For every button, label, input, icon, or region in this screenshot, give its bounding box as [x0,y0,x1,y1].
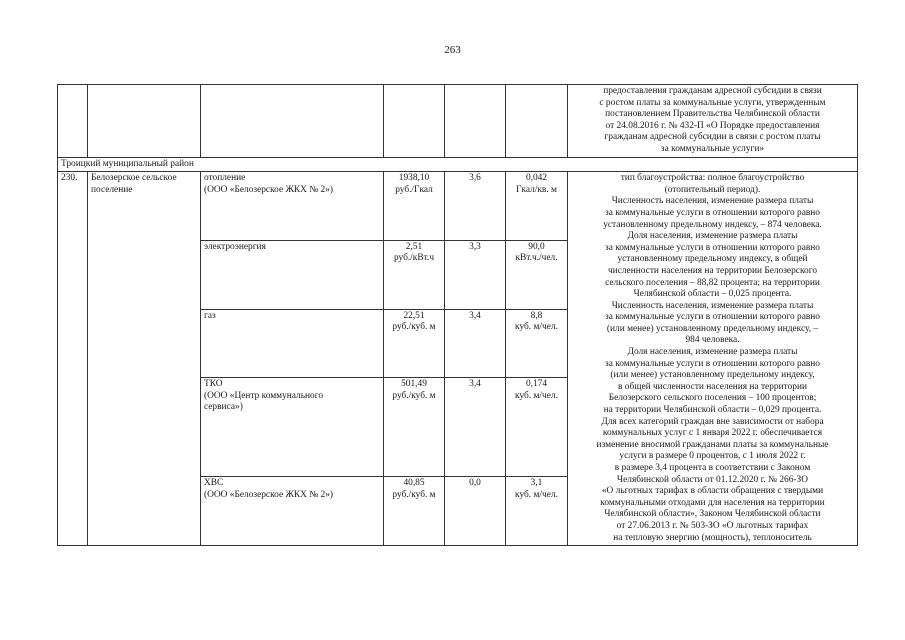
description-line: за коммунальные услуги в отношении которого равно [604,312,820,323]
service-volume: 3,1 куб. м/чел. [506,477,568,546]
description-line: в размере 3,4 процента в соответствии с Законом [614,463,811,473]
service-name: ХВС (ООО «Белозерское ЖКХ № 2») [201,477,384,546]
description-line: Белозерского сельского поселения – 100 процентов; [608,393,817,404]
service-volume: 0,174 куб. м/чел. [506,378,568,477]
description-line: в общей численности населения на территории [618,381,807,392]
cell-empty [384,85,445,158]
section-title: Троицкий муниципальный район [58,157,858,172]
service-tariff: 501,49 руб./куб. м [384,378,445,477]
cell-empty [506,85,568,158]
cell-empty [58,85,88,158]
cell-empty [88,85,201,158]
tariff-table [57,84,858,546]
service-name: ТКО (ООО «Центр коммунального сервиса») [201,378,384,477]
cell-empty [201,85,384,158]
service-tariff: 22,51 руб./куб. м [384,309,445,378]
service-tariff: 2,51 руб./кВт.ч [384,240,445,309]
continuation-row [58,85,858,158]
description-line: 984 человека. [685,335,740,346]
service-volume: 90,0 кВт.ч./чел. [506,240,568,309]
description-line: (отопительный период). [664,184,761,195]
description-line: услуги в размере 0 процентов, с 1 июля 2022 г. [619,451,806,462]
description-line: численности населения на территории Белозерского [607,265,818,276]
description-line: Доля населения, изменение размера платы [627,231,798,242]
table-row [58,172,858,241]
service-index: 3,3 [445,240,506,309]
settlement-name: Белозерское сельское поселение [88,172,201,546]
description-line: Челябинской области от 01.12.2020 г. № 266-ЗО [617,474,808,485]
section-row [58,157,858,172]
description-line: за коммунальные услуги в отношении которого равно [604,207,820,218]
service-volume: 8,8 куб. м/чел. [506,309,568,378]
service-volume: 0,042 Гкал/кв. м [506,172,568,241]
description-line: «О льготных тарифах в области обращения с твердыми [601,486,824,497]
description-line: Челябинской области – 0,025 процента. [633,289,792,300]
service-name: газ [201,309,384,378]
description-line: коммунальных услуг с 1 января 2022 г. обеспечивается [602,428,823,439]
description-line: Численность населения, изменение размера платы [611,196,814,207]
description-line: сельского поселения – 88,82 процента; на территории [605,277,820,288]
description-line: (или менее) установленному предельному индексу, [610,370,815,381]
description-line: коммунальными отходами для населения на территории [600,497,825,508]
description-line: изменение вносимой гражданами платы за коммунальные [596,439,829,450]
description-line: Численность населения, изменение размера платы [611,300,814,311]
description-line: тип благоустройства: полное благоустройство [620,173,805,184]
description-line: на тепловую энергию (мощность), теплоноситель [613,532,812,543]
service-tariff: 1938,10 руб./Гкал [384,172,445,241]
description-line: Челябинской области», Законом Челябинской области [604,509,821,520]
description-line: от 27.06.2013 г. № 503-ЗО «О льготных тарифах [616,520,809,531]
page-number: 263 [444,44,461,56]
service-name: электроэнергия [201,240,384,309]
service-index: 3,4 [445,378,506,477]
row-description [568,172,858,546]
description-line: за коммунальные услуги в отношении которого равно [604,358,820,369]
description-line: установленному предельному индексу, в общей [617,254,808,265]
service-index: 3,6 [445,172,506,241]
service-index: 0,0 [445,477,506,546]
description-line: за коммунальные услуги в отношении которого равно [604,242,820,253]
description-line: установленному предельному индексу, – 874 человека. [603,219,822,230]
cell-empty [445,85,506,158]
continuation-text: предоставления гражданам адресной субсидии в связи с ростом платы за коммунальные услуги, утвержденным постановлением Правительства Челябинской области от 24.08.2016 г. № 432-П «О Порядке предоставления гражданам адресной субсидии в связи с ростом платы за коммунальные услуги» [568,85,858,158]
service-tariff: 40,85 руб./куб. м [384,477,445,546]
service-index: 3,4 [445,309,506,378]
service-name: отопление (ООО «Белозерское ЖКХ № 2») [201,172,384,241]
description-line: (или менее) установленному предельному индексу, – [606,323,819,334]
description-line: на территории Челябинской области – 0,029 процента. [603,405,822,416]
description-line: Для всех категорий граждан вне зависимости от набора [601,416,824,427]
description-line: Доля населения, изменение размера платы [627,347,798,358]
row-number: 230. [58,172,88,546]
